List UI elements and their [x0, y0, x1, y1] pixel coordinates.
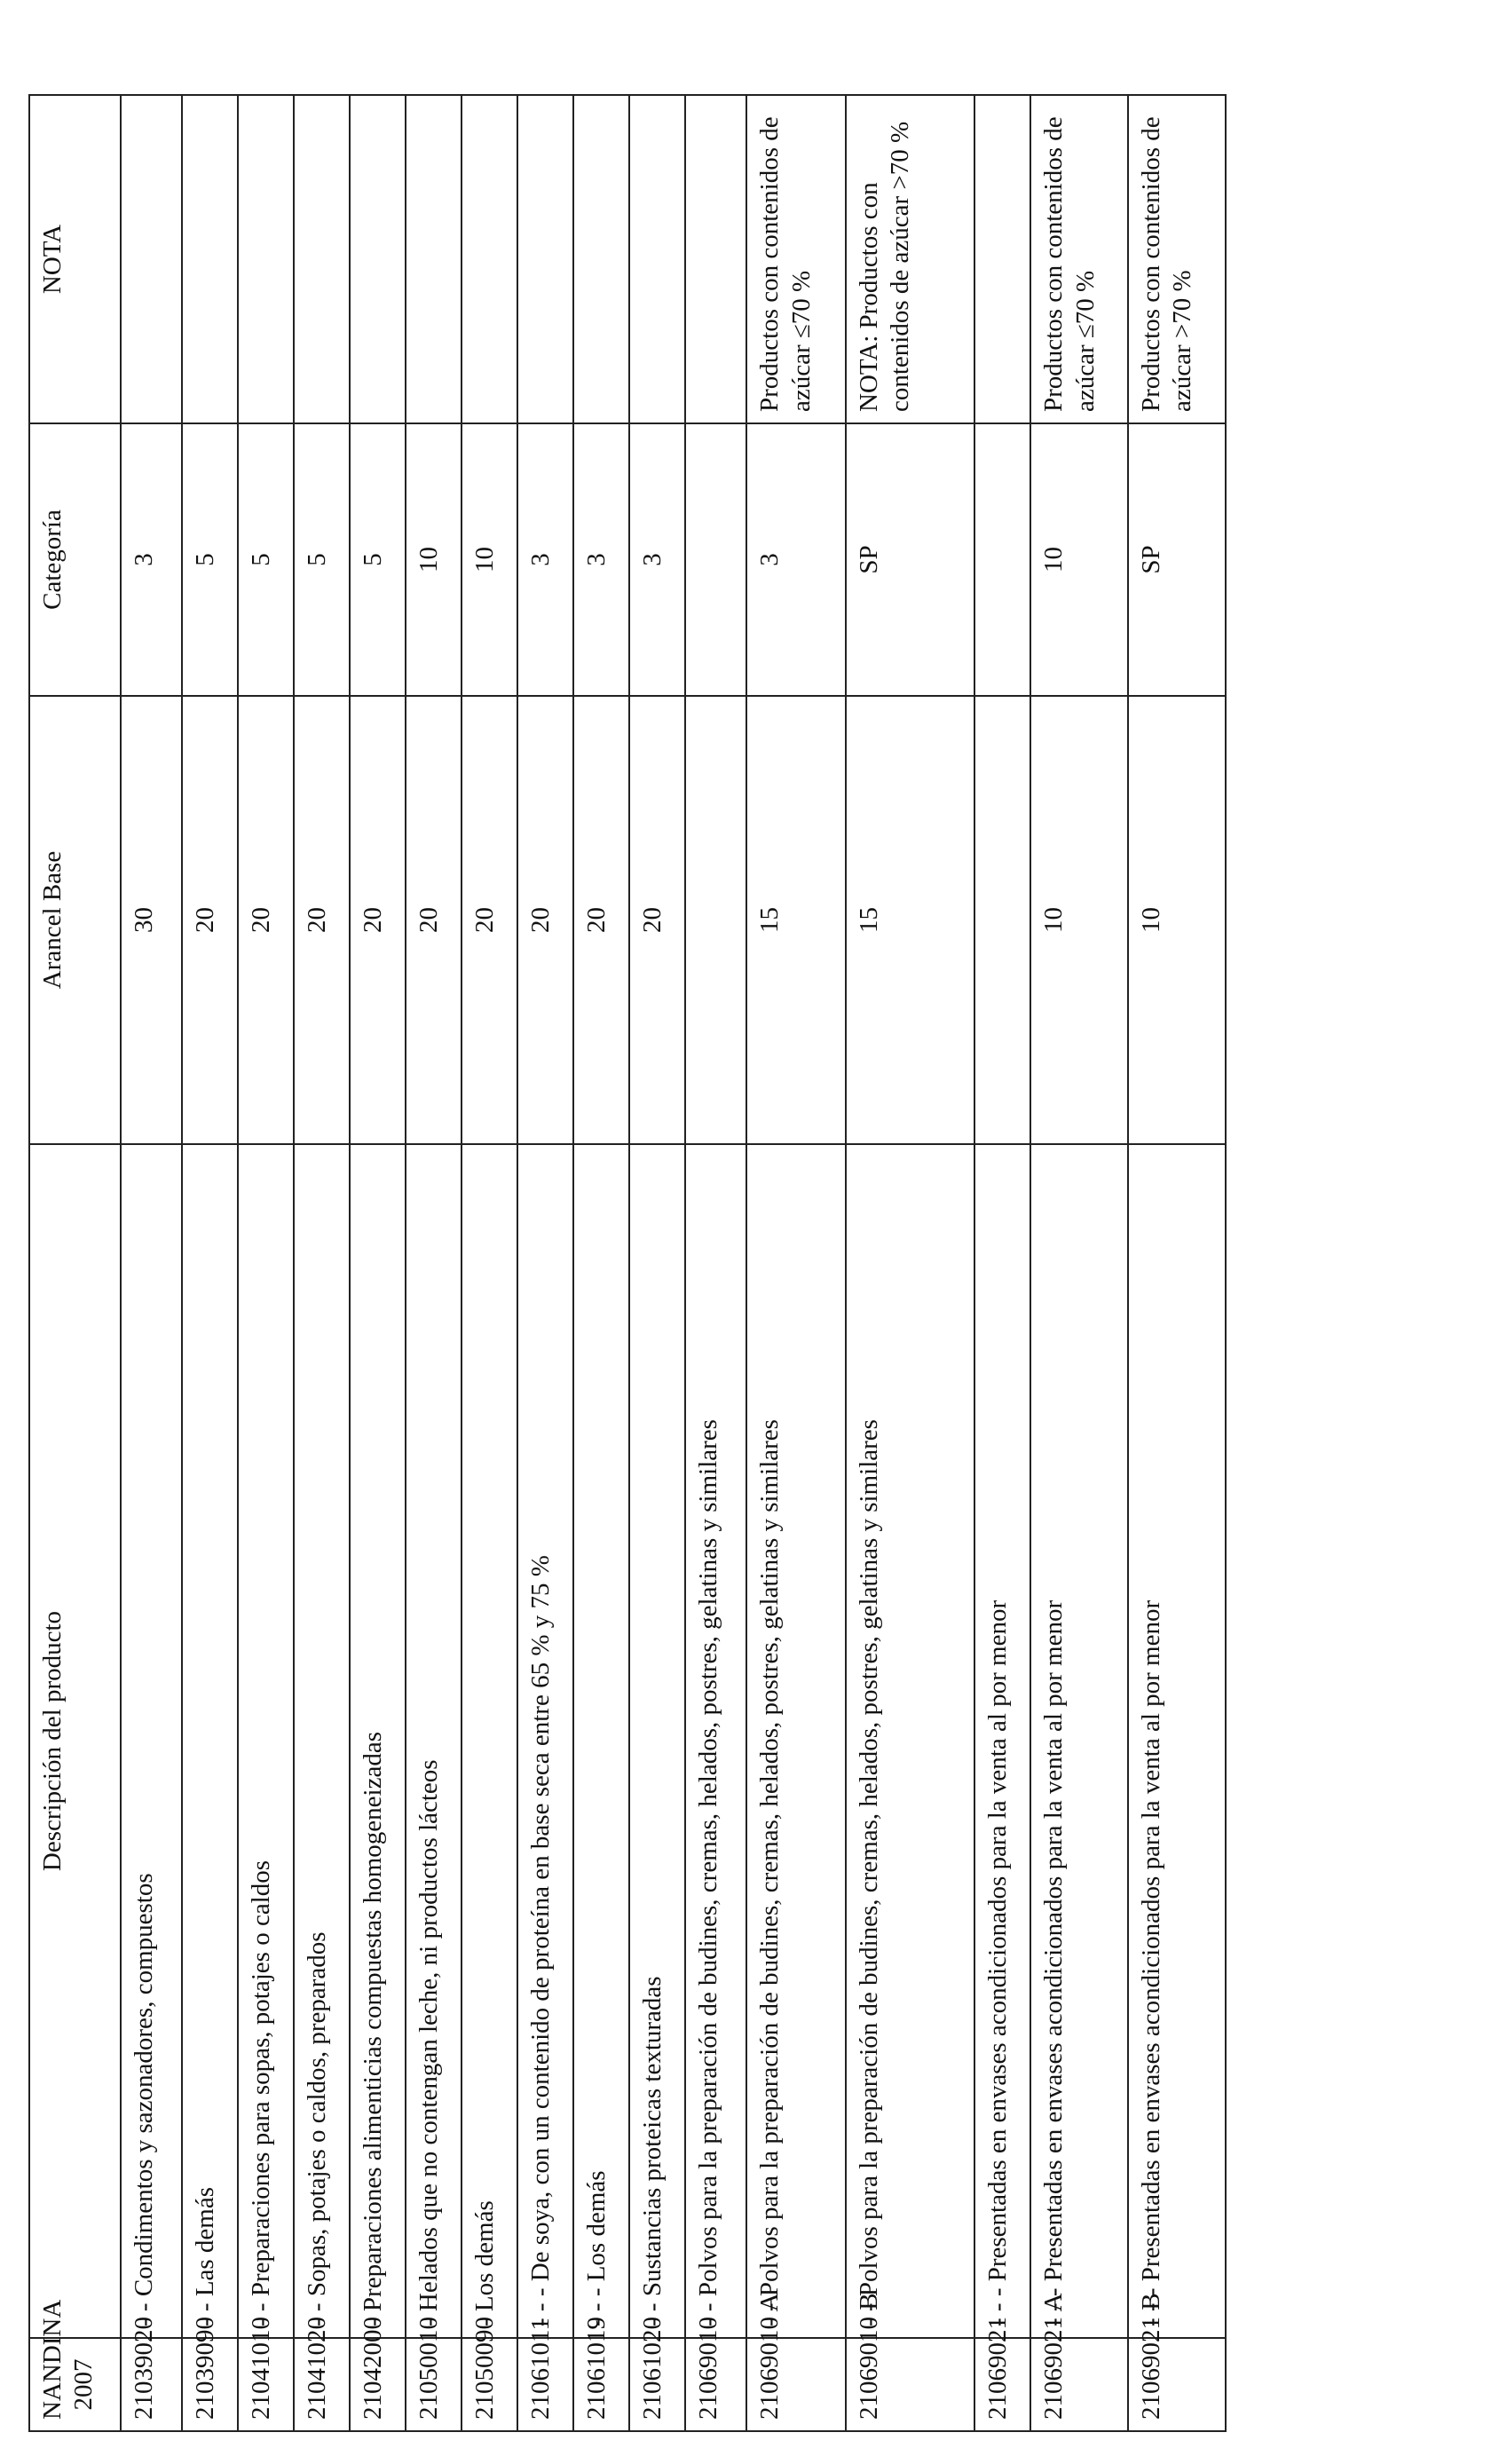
- code-cell: 21050010: [406, 2338, 462, 2431]
- header-nandina: NANDINA 2007: [29, 2338, 121, 2431]
- base-rate-cell: 20: [462, 696, 517, 1144]
- note-cell: Productos con contenidos de azúcar ≤70 %: [1030, 95, 1128, 423]
- base-rate-cell: 20: [182, 696, 238, 1144]
- table-row: [462, 95, 517, 2431]
- code-cell: 21069021: [974, 2338, 1030, 2431]
- category-cell: 10: [406, 423, 462, 696]
- category-cell: 3: [629, 423, 685, 696]
- description-cell: - - - Presentadas en envases acondicionados para la venta al por menor: [1128, 1144, 1226, 2338]
- code-cell: 21042000: [350, 2338, 406, 2431]
- base-rate-cell: 15: [846, 696, 974, 1144]
- table-row: [1128, 95, 1226, 2431]
- base-rate-cell: 20: [238, 696, 294, 1144]
- header-note: NOTA: [29, 95, 121, 423]
- code-cell: 21039090: [182, 2338, 238, 2431]
- table-row: [629, 95, 685, 2431]
- category-cell: 5: [350, 423, 406, 696]
- table-row: [685, 95, 746, 2431]
- note-cell: [294, 95, 350, 423]
- note-cell: [629, 95, 685, 423]
- description-cell: - Los demás: [462, 1144, 517, 2338]
- description-cell: - - Polvos para la preparación de budines, cremas, helados, postres, gelatinas y similares: [685, 1144, 746, 2338]
- table-row: [746, 95, 846, 2431]
- description-cell: - - Polvos para la preparación de budines, cremas, helados, postres, gelatinas y similares: [746, 1144, 846, 2338]
- description-cell: - - Preparaciones para sopas, potajes o caldos: [238, 1144, 294, 2338]
- note-cell: [406, 95, 462, 423]
- note-cell: [350, 95, 406, 423]
- code-cell: 21069010 B: [846, 2338, 974, 2431]
- category-cell: 5: [182, 423, 238, 696]
- description-cell: - - Condimentos y sazonadores, compuestos: [121, 1144, 182, 2338]
- code-cell: 21069010 A: [746, 2338, 846, 2431]
- base-rate-cell: 20: [350, 696, 406, 1144]
- table-row: [517, 95, 573, 2431]
- category-cell: SP: [1128, 423, 1226, 696]
- table-header-row: [29, 95, 121, 2431]
- note-cell: [121, 95, 182, 423]
- base-rate-cell: [974, 696, 1030, 1144]
- table-row: [573, 95, 629, 2431]
- note-cell: NOTA: Productos con contenidos de azúcar >70 %: [846, 95, 974, 423]
- description-cell: - - - Presentadas en envases acondicionados para la venta al por menor: [974, 1144, 1030, 2338]
- code-cell: 21069021 B: [1128, 2338, 1226, 2431]
- note-cell: [517, 95, 573, 423]
- code-cell: 21061019: [573, 2338, 629, 2431]
- base-rate-cell: 20: [517, 696, 573, 1144]
- code-cell: 21061020: [629, 2338, 685, 2431]
- code-cell: 21041020: [294, 2338, 350, 2431]
- header-description: Descripción del producto: [29, 1144, 121, 2338]
- category-cell: [974, 423, 1030, 696]
- category-cell: 3: [573, 423, 629, 696]
- description-cell: - - - Los demás: [573, 1144, 629, 2338]
- base-rate-cell: 10: [1030, 696, 1128, 1144]
- base-rate-cell: [685, 696, 746, 1144]
- category-cell: 3: [121, 423, 182, 696]
- description-cell: - - Las demás: [182, 1144, 238, 2338]
- base-rate-cell: 20: [406, 696, 462, 1144]
- base-rate-cell: 15: [746, 696, 846, 1144]
- note-cell: Productos con contenidos de azúcar ≤70 %: [746, 95, 846, 423]
- category-cell: 5: [238, 423, 294, 696]
- table-row: [182, 95, 238, 2431]
- code-cell: 21069021 A: [1030, 2338, 1128, 2431]
- tariff-table-wrapper: [28, 96, 1227, 2432]
- table-row: [1030, 95, 1128, 2431]
- base-rate-cell: 10: [1128, 696, 1226, 1144]
- description-cell: - - Sustancias proteicas texturadas: [629, 1144, 685, 2338]
- description-cell: - - Sopas, potajes o caldos, preparados: [294, 1144, 350, 2338]
- header-base-rate: Arancel Base: [29, 696, 121, 1144]
- category-cell: 3: [746, 423, 846, 696]
- category-cell: 5: [294, 423, 350, 696]
- base-rate-cell: 20: [573, 696, 629, 1144]
- description-cell: - Helados que no contengan leche, ni productos lácteos: [406, 1144, 462, 2338]
- code-cell: 21039020: [121, 2338, 182, 2431]
- base-rate-cell: 20: [294, 696, 350, 1144]
- table-row: [238, 95, 294, 2431]
- category-cell: 10: [462, 423, 517, 696]
- base-rate-cell: 30: [121, 696, 182, 1144]
- table-row: [121, 95, 182, 2431]
- header-category: Categoría: [29, 423, 121, 696]
- code-cell: 21061011: [517, 2338, 573, 2431]
- category-cell: 3: [517, 423, 573, 696]
- code-cell: 21050090: [462, 2338, 517, 2431]
- note-cell: [573, 95, 629, 423]
- tariff-table: [28, 94, 1227, 2432]
- description-cell: - - - Presentadas en envases acondicionados para la venta al por menor: [1030, 1144, 1128, 2338]
- note-cell: [685, 95, 746, 423]
- note-cell: [182, 95, 238, 423]
- code-cell: 21069010: [685, 2338, 746, 2431]
- note-cell: [462, 95, 517, 423]
- description-cell: - Preparaciones alimenticias compuestas homogeneizadas: [350, 1144, 406, 2338]
- base-rate-cell: 20: [629, 696, 685, 1144]
- note-cell: [974, 95, 1030, 423]
- table-row: [974, 95, 1030, 2431]
- description-cell: - - Polvos para la preparación de budines, cremas, helados, postres, gelatinas y similares: [846, 1144, 974, 2338]
- table-row: [846, 95, 974, 2431]
- table-row: [294, 95, 350, 2431]
- note-cell: [238, 95, 294, 423]
- description-cell: - - - De soya, con un contenido de proteína en base seca entre 65 % y 75 %: [517, 1144, 573, 2338]
- table-row: [350, 95, 406, 2431]
- code-cell: 21041010: [238, 2338, 294, 2431]
- category-cell: [685, 423, 746, 696]
- category-cell: SP: [846, 423, 974, 696]
- note-cell: Productos con contenidos de azúcar >70 %: [1128, 95, 1226, 423]
- table-row: [406, 95, 462, 2431]
- category-cell: 10: [1030, 423, 1128, 696]
